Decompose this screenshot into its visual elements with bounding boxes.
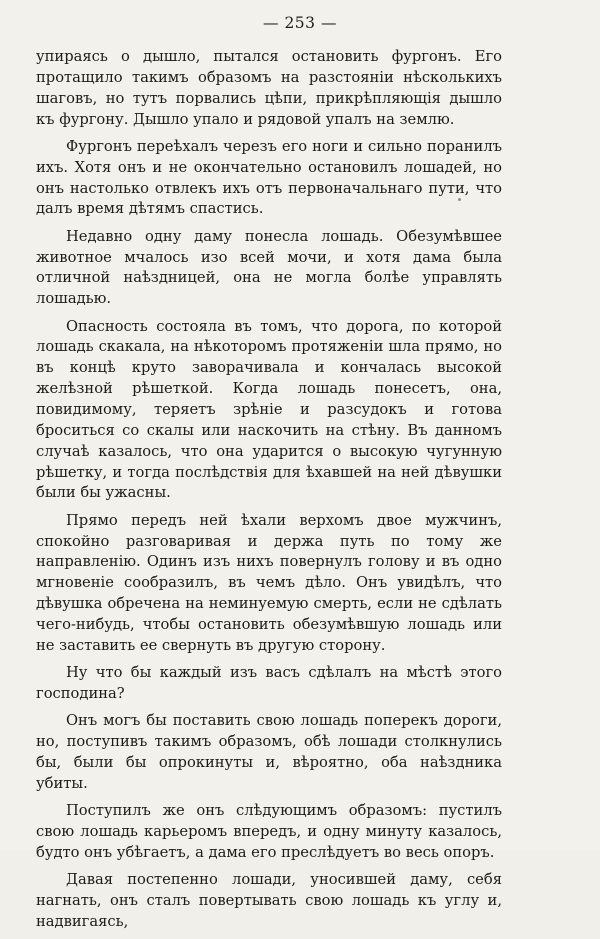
paragraph-4: Опасность состояла въ томъ, что дорога, по которой лошадь скакала, на нѣкоторомъ протяженiи шла прямо, но въ концѣ круто заворачивала и кончалась высокой желѣзной рѣшеткой. Когда лошадь понесетъ, она, повидимому, теряетъ зрѣнiе и разсудокъ и готова броситься со скалы или наскочить на стѣну. Въ данномъ случаѣ казалось, что она ударится о высокую чугунную рѣшетку, и тогда послѣдствiя для ѣхавшей на ней дѣвушки были бы ужасны. [36,317,502,502]
body-text [36,47,502,939]
page-number: — 253 — [263,14,337,32]
paragraph-1: упираясь о дышло, пытался остановить фургонъ. Его протащило такимъ образомъ на разстоянiи нѣсколькихъ шаговъ, но тутъ порвались цѣпи, прикрѣпляющiя дышло къ фургону. Дышло упало и рядовой упалъ на землю. [36,48,502,128]
paragraph-9: Давая постепенно лошади, уносившей даму, себя нагнать, онъ сталъ повертывать свою лошадь къ углу и, надвигаясь, [36,871,502,930]
paragraph-7: Онъ могъ бы поставить свою лошадь поперекъ дороги, но, поступивъ такимъ образомъ, обѣ лошади столкнулись бы, были бы опрокинуты и, вѣроятно, оба наѣздника убиты. [36,712,502,792]
paragraph-3: Недавно одну даму понесла лошадь. Обезумѣвшее животное мчалось изо всей мочи, и хотя дама была отличной наѣздницей, она не могла болѣе управлять лошадью. [36,227,502,308]
paragraph-8: Поступилъ же онъ слѣдующимъ образомъ: пустилъ свою лошадь карьеромъ впередъ, и одну минуту казалось, будто онъ убѣгаетъ, а дама его преслѣдуетъ во весь опоръ. [36,802,502,861]
paragraph-2: Фургонъ переѣхалъ черезъ его ноги и сильно поранилъ ихъ. Хотя онъ и не окончательно остановилъ лошадей, но онъ настолько отвлекъ ихъ отъ первоначальнаго пути, что далъ время дѣтямъ спастись. [36,137,502,218]
paragraph-5: Прямо передъ ней ѣхали верхомъ двое мужчинъ, спокойно разговаривая и держа путь по тому же направленiю. Одинъ изъ нихъ повернулъ голову и въ одно мгновенiе сообразилъ, въ чемъ дѣло. Онъ увидѣлъ, что дѣвушка обречена на неминуемую смерть, если не сдѣлать чего-нибудь, чтобы остановить обезумѣвшую лошадь или не заставить ее свернуть въ другую сторону. [36,511,502,654]
print-speck [458,198,461,201]
paragraph-6: Ну что бы каждый изъ васъ сдѣлалъ на мѣстѣ этого господина? [36,664,502,702]
